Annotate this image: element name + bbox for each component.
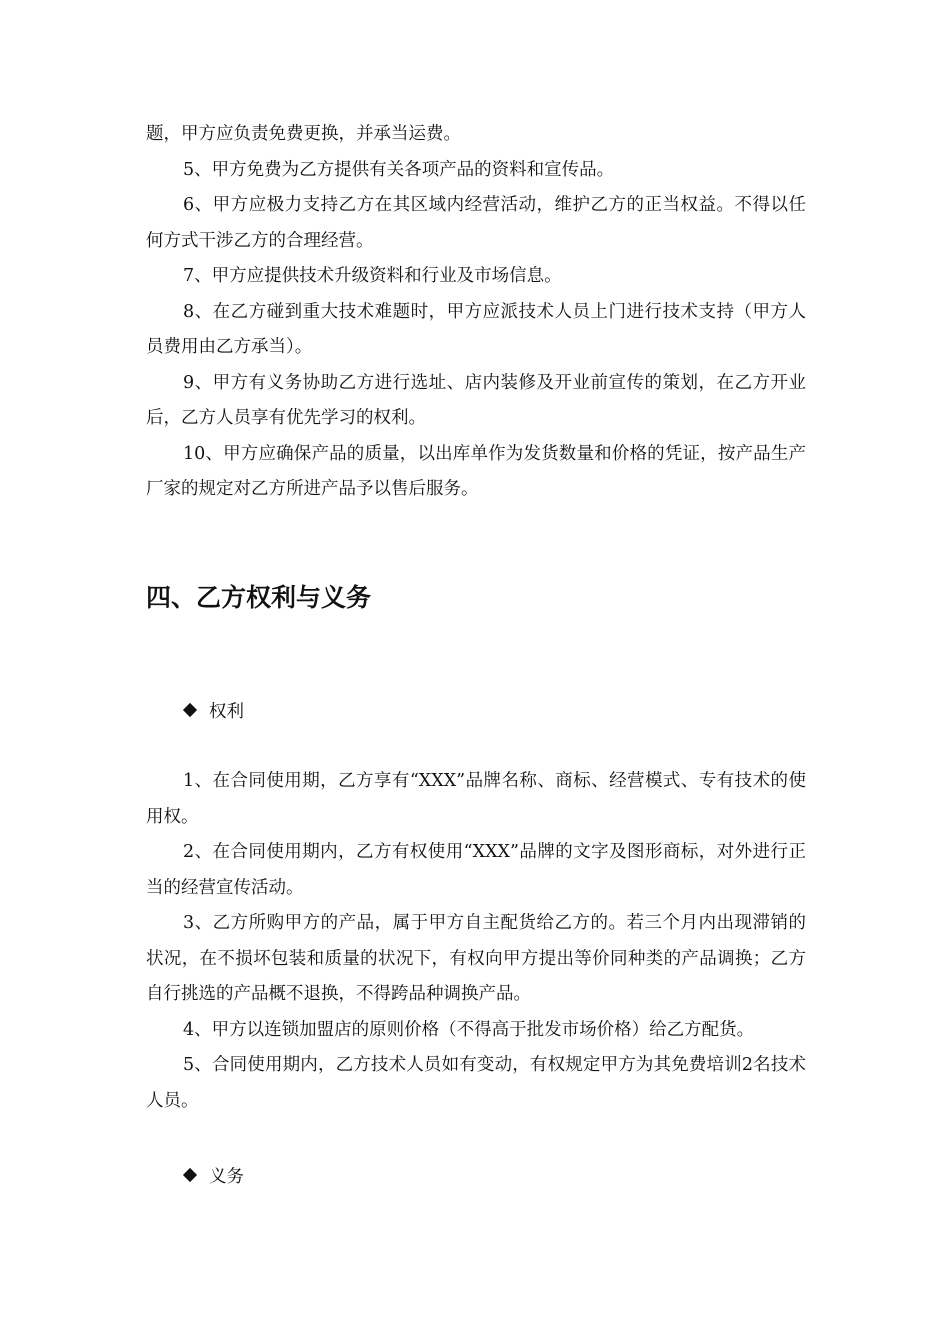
paragraph-item-9: 9、甲方有义务协助乙方进行选址、店内装修及开业前宣传的策划，在乙方开业后，乙方人员享有优先学习的权利。 (146, 372, 806, 428)
rights-item-3: 3、乙方所购甲方的产品，属于甲方自主配货给乙方的。若三个月内出现滞销的状况，在不损坏包装和质量的状况下，有权向甲方提出等价同种类的产品调换；乙方自行挑选的产品概不退换，不得跨品种调换产品。 (146, 913, 806, 1004)
diamond-bullet-icon (183, 703, 197, 717)
rights-item-4: 4、甲方以连锁加盟店的原则价格（不得高于批发市场价格）给乙方配货。 (183, 1019, 755, 1040)
rights-item-1: 1、在合同使用期，乙方享有“XXX”品牌名称、商标、经营模式、专有技术的使用权。 (146, 771, 806, 827)
rights-label: 权利 (209, 702, 244, 722)
rights-item-2: 2、在合同使用期内，乙方有权使用“XXX”品牌的文字及图形商标，对外进行正当的经营宣传活动。 (146, 842, 806, 898)
paragraph-item-10: 10、甲方应确保产品的质量，以出库单作为发货数量和价格的凭证，按产品生产厂家的规定对乙方所进产品予以售后服务。 (146, 443, 806, 499)
paragraph-item-6: 6、甲方应极力支持乙方在其区域内经营活动，维护乙方的正当权益。不得以任何方式干涉乙方的合理经营。 (146, 195, 806, 251)
paragraph-item-5: 5、甲方免费为乙方提供有关各项产品的资料和宣传品。 (183, 159, 615, 180)
rights-item-5: 5、合同使用期内，乙方技术人员如有变动，有权规定甲方为其免费培训2名技术人员。 (146, 1055, 806, 1111)
paragraph-item-8: 8、在乙方碰到重大技术难题时，甲方应派技术人员上门进行技术支持（甲方人员费用由乙方承当）。 (146, 301, 806, 357)
diamond-bullet-icon (183, 1168, 197, 1182)
duties-label: 义务 (209, 1167, 244, 1187)
rights-list (146, 764, 806, 1119)
section-heading: 四、乙方权利与义务 (146, 583, 372, 612)
paragraph-continuation: 题，甲方应负责免费更换，并承当运费。 (146, 124, 461, 144)
paragraph-item-7: 7、甲方应提供技术升级资料和行业及市场信息。 (183, 266, 562, 286)
party-a-obligations-continued (146, 117, 806, 508)
duties-bullet (185, 1162, 244, 1192)
rights-bullet (185, 697, 244, 727)
